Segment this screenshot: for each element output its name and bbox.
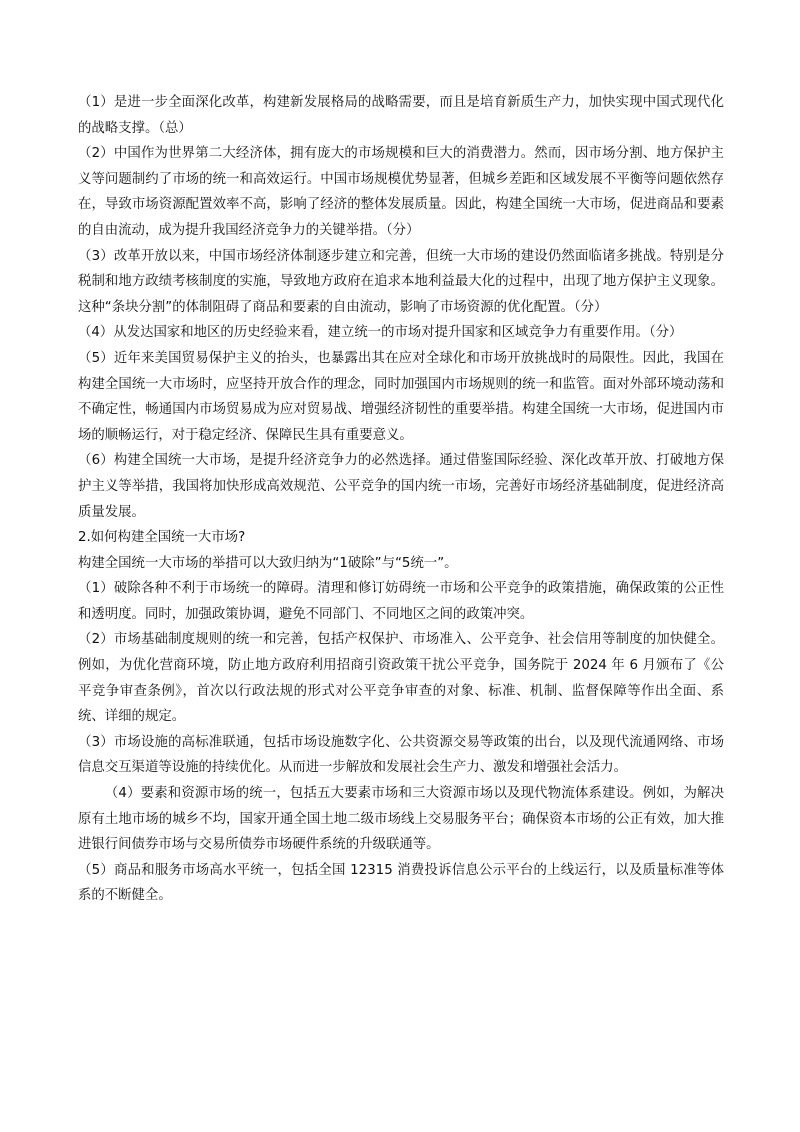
measure-3: （3）市场设施的高标准联通，包括市场设施数字化、公共资源交易等政策的出台，以及现代流通网络、市场信息交互渠道等设施的持续优化。从而进一步解放和发展社会生产力、激发和增强社会活力。: [78, 734, 724, 776]
paragraph-4: （4）从发达国家和地区的历史经验来看，建立统一的市场对提升国家和区域竞争力有重要作用。（分）: [78, 325, 683, 341]
document-body: [78, 90, 724, 909]
paragraph-3: （3）改革开放以来，中国市场经济体制逐步建立和完善，但统一大市场的建设仍然面临诸多挑战。特别是分税制和地方政绩考核制度的实施，导致地方政府在追求本地利益最大化的过程中，出现了地方保护主义现象。这种“条块分割”的体制阻碍了商品和要素的自由流动，影响了市场资源的优化配置。（分）: [78, 248, 724, 315]
measure-5: （5）商品和服务市场高水平统一，包括全国 12315 消费投诉信息公示平台的上线运行，以及质量标准等体系的不断健全。: [78, 862, 724, 904]
paragraph-6: （6）构建全国统一大市场，是提升经济竞争力的必然选择。通过借鉴国际经验、深化改革开放、打破地方保护主义等举措，我国将加快形成高效规范、公平竞争的国内统一市场，完善好市场经济基础制度，促进经济高质量发展。: [78, 453, 724, 520]
paragraph-1: （1）是进一步全面深化改革，构建新发展格局的战略需要，而且是培育新质生产力，加快实现中国式现代化的战略支撑。（总）: [78, 95, 724, 136]
paragraph-5: （5）近年来美国贸易保护主义的抬头，也暴露出其在应对全球化和市场开放挑战时的局限性。因此，我国在构建全国统一大市场时，应坚持开放合作的理念，同时加强国内市场规则的统一和监管。面对外部环境动荡和不确定性，畅通国内市场贸易成为应对贸易战、增强经济韧性的重要举措。构建全国统一大市场，促进国内市场的顺畅运行，对于稳定经济、保障民生具有重要意义。: [78, 350, 724, 443]
measure-2: （2）市场基础制度规则的统一和完善，包括产权保护、市场准入、公平竞争、社会信用等制度的加快健全。例如，为优化营商环境，防止地方政府利用招商引资政策干扰公平竞争，国务院于 2024 年 6 月颁布了《公平竞争审查条例》，首次以行政法规的形式对公平竞争审查的对象、标准、机制、监督保障等作出全面、系统、详细的规定。: [78, 632, 724, 725]
paragraph-2: （2）中国作为世界第二大经济体，拥有庞大的市场规模和巨大的消费潜力。然而，因市场分割、地方保护主义等问题制约了市场的统一和高效运行。中国市场规模优势显著，但城乡差距和区域发展不平衡等问题依然存在，导致市场资源配置效率不高，影响了经济的整体发展质量。因此，构建全国统一大市场，促进商品和要素的自由流动，成为提升我国经济竞争力的关键举措。（分）: [78, 146, 724, 238]
measure-1: （1）破除各种不利于市场统一的障碍。清理和修订妨碍统一市场和公平竞争的政策措施，确保政策的公正性和透明度。同时，加强政策协调，避免不同部门、不同地区之间的政策冲突。: [78, 581, 724, 622]
measure-4: （4）要素和资源市场的统一，包括五大要素市场和三大资源市场以及现代物流体系建设。例如，为解决原有土地市场的城乡不均，国家开通全国土地二级市场线上交易服务平台；确保资本市场的公正有效，加大推进银行间债券市场与交易所债券市场硬件系统的升级联通等。: [78, 786, 724, 853]
section-intro: 构建全国统一大市场的举措可以大致归纳为“1破除”与“5统一”。: [78, 555, 458, 571]
section-heading: 2.如何构建全国统一大市场?: [78, 530, 246, 546]
